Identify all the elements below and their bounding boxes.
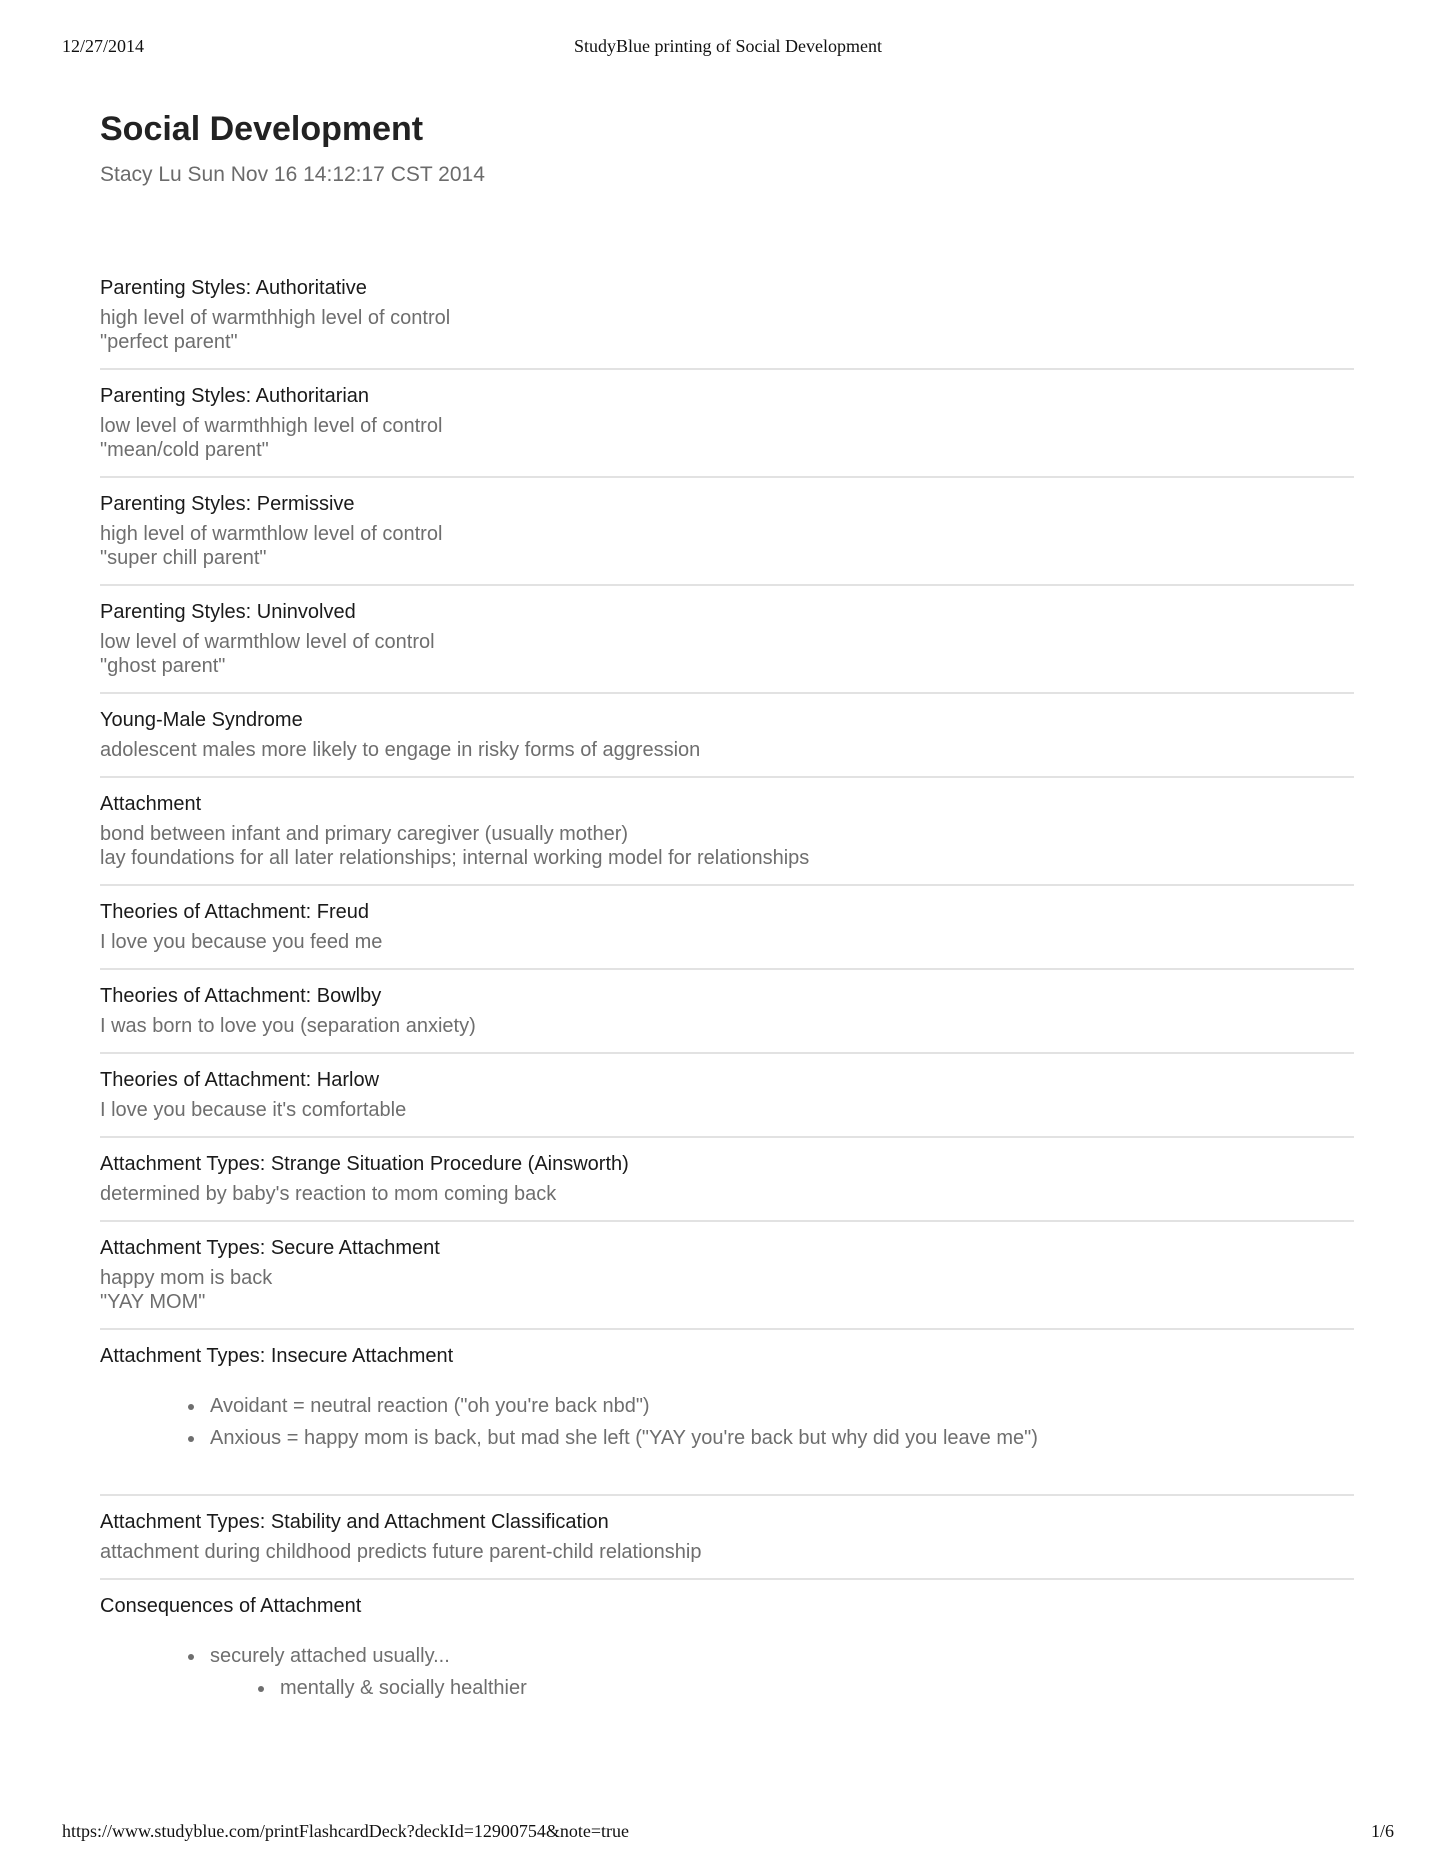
print-date: 12/27/2014: [62, 36, 145, 56]
card-term: Attachment: [100, 793, 202, 815]
card-bullet-list: [100, 1640, 1354, 1704]
definition-line: I love you because it's comfortable: [100, 1099, 407, 1121]
print-url: https://www.studyblue.com/printFlashcardDeck?deckId=12900754&note=true: [62, 1821, 630, 1841]
card-term: Theories of Attachment: Bowlby: [100, 985, 382, 1007]
definition-line: "YAY MOM": [100, 1291, 206, 1313]
flashcard: [100, 1068, 1354, 1138]
deck-content: [100, 108, 1354, 1732]
flashcard: [100, 1510, 1354, 1580]
definition-line: lay foundations for all later relationships; internal working model for relationships: [100, 847, 810, 869]
card-term: Parenting Styles: Uninvolved: [100, 601, 356, 623]
flashcard: [100, 900, 1354, 970]
definition-line: low level of warmthlow level of control: [100, 631, 435, 653]
sub-bullet-list: [210, 1672, 1354, 1704]
flashcard: [100, 492, 1354, 586]
definition-line: high level of warmthhigh level of control: [100, 307, 451, 329]
flashcard: [100, 276, 1354, 370]
definition-line: attachment during childhood predicts future parent-child relationship: [100, 1541, 702, 1563]
card-term: Attachment Types: Stability and Attachment Classification: [100, 1511, 609, 1533]
definition-line: adolescent males more likely to engage in risky forms of aggression: [100, 739, 701, 761]
definition-line: I was born to love you (separation anxiety): [100, 1015, 476, 1037]
card-term: Parenting Styles: Permissive: [100, 493, 355, 515]
print-title: StudyBlue printing of Social Development: [574, 36, 882, 56]
flashcard: [100, 600, 1354, 694]
flashcard-list: [100, 276, 1354, 1718]
card-definition: [100, 1266, 1354, 1314]
sub-bullet-item: • mentally & socially healthier: [276, 1672, 1354, 1704]
bullet-item: • Anxious = happy mom is back, but mad she left ("YAY you're back but why did you leave me"): [206, 1422, 1354, 1454]
card-term: Attachment Types: Insecure Attachment: [100, 1345, 454, 1367]
definition-line: high level of warmthlow level of control: [100, 523, 443, 545]
card-term: Attachment Types: Strange Situation Procedure (Ainsworth): [100, 1153, 629, 1175]
bullet-text: securely attached usually...: [210, 1645, 450, 1667]
page-number: 1/6: [1370, 1821, 1394, 1841]
card-term: Young-Male Syndrome: [100, 709, 303, 731]
deck-title: Social Development: [100, 110, 424, 148]
card-term: Theories of Attachment: Freud: [100, 901, 370, 923]
definition-line: low level of warmthhigh level of control: [100, 415, 443, 437]
flashcard: [100, 1344, 1354, 1496]
card-definition: [100, 822, 1354, 870]
card-definition: [100, 414, 1354, 462]
print-header: [62, 36, 1394, 60]
deck-author-date: Stacy Lu Sun Nov 16 14:12:17 CST 2014: [100, 163, 485, 186]
flashcard: [100, 708, 1354, 778]
definition-line: "ghost parent": [100, 655, 226, 677]
card-definition: [100, 1540, 1354, 1564]
card-definition: [100, 1014, 1354, 1038]
card-term: Theories of Attachment: Harlow: [100, 1069, 380, 1091]
bullet-item: [206, 1640, 1354, 1704]
card-term: Parenting Styles: Authoritative: [100, 277, 367, 299]
flashcard: [100, 1236, 1354, 1330]
definition-line: "super chill parent": [100, 547, 267, 569]
card-term: Parenting Styles: Authoritarian: [100, 385, 370, 407]
flashcard: [100, 1152, 1354, 1222]
card-definition: [100, 522, 1354, 570]
definition-line: bond between infant and primary caregiver (usually mother): [100, 823, 629, 845]
print-footer: [62, 1821, 1394, 1845]
flashcard: [100, 384, 1354, 478]
definition-line: I love you because you feed me: [100, 931, 383, 953]
card-definition: [100, 1098, 1354, 1122]
flashcard: [100, 984, 1354, 1054]
card-definition: [100, 738, 1354, 762]
definition-line: happy mom is back: [100, 1267, 273, 1289]
bullet-item: • Avoidant = neutral reaction ("oh you're back nbd"): [206, 1390, 1354, 1422]
card-definition: [100, 630, 1354, 678]
card-bullet-list: [100, 1390, 1354, 1454]
card-definition: [100, 930, 1354, 954]
card-term: Consequences of Attachment: [100, 1595, 362, 1617]
card-definition: [100, 1182, 1354, 1206]
flashcard: [100, 792, 1354, 886]
card-term: Attachment Types: Secure Attachment: [100, 1237, 440, 1259]
card-definition: [100, 306, 1354, 354]
definition-line: "perfect parent": [100, 331, 238, 353]
flashcard: [100, 1594, 1354, 1718]
definition-line: determined by baby's reaction to mom coming back: [100, 1183, 557, 1205]
definition-line: "mean/cold parent": [100, 439, 269, 461]
